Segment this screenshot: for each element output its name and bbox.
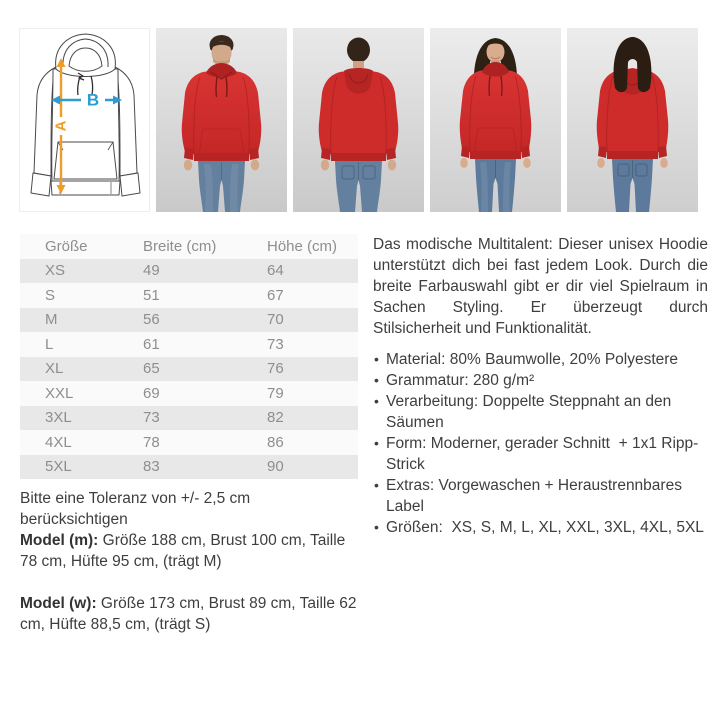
table-cell: 82 <box>267 409 284 427</box>
measurement-notes <box>20 488 358 635</box>
woman-front-photo <box>430 28 561 212</box>
measure-label-a: A <box>52 120 70 132</box>
table-cell: 5XL <box>45 458 72 476</box>
product-gallery <box>0 0 720 212</box>
column-header: Höhe (cm) <box>267 237 338 255</box>
bullet-item: • Form: Moderner, gerader Schnitt + 1x1 Ripp-Strick <box>373 433 708 475</box>
product-photo-man-front[interactable] <box>156 28 287 212</box>
table-cell: 4XL <box>45 433 72 451</box>
tolerance-note: Bitte eine Toleranz von +/- 2,5 cm berücksichtigen <box>20 490 251 528</box>
table-cell: XL <box>45 360 64 378</box>
table-row <box>20 283 358 308</box>
table-cell: 64 <box>267 262 284 280</box>
table-row <box>20 406 358 431</box>
bullet-item: • Material: 80% Baumwolle, 20% Polyestere <box>373 349 708 370</box>
hoodie-outline <box>31 34 140 196</box>
table-row <box>20 430 358 455</box>
column-header: Breite (cm) <box>143 237 217 255</box>
table-cell: 65 <box>143 360 160 378</box>
description-column <box>373 234 708 538</box>
product-info <box>0 212 720 635</box>
model-m-text: Größe 188 cm, Brust 100 cm, Taille 78 cm, Hüfte 95 cm, (trägt M) <box>20 532 346 570</box>
table-cell: 3XL <box>45 409 72 427</box>
table-cell: 56 <box>143 311 160 329</box>
table-cell: 83 <box>143 458 160 476</box>
model-w-note <box>20 593 358 635</box>
table-cell: 76 <box>267 360 284 378</box>
product-photo-woman-front[interactable] <box>430 28 561 212</box>
product-photo-woman-back[interactable] <box>567 28 698 212</box>
table-cell: 69 <box>143 384 160 402</box>
table-row <box>20 455 358 480</box>
size-info-column <box>20 234 358 635</box>
table-cell: 61 <box>143 335 160 353</box>
hoodie-measurement-diagram <box>20 29 150 212</box>
man-front-photo <box>156 28 287 212</box>
bullet-item: • Verarbeitung: Doppelte Steppnaht an den Säumen <box>373 391 708 433</box>
table-cell: 78 <box>143 433 160 451</box>
table-cell: 86 <box>267 433 284 451</box>
table-cell: M <box>45 311 58 329</box>
bullet-item: • Größen: XS, S, M, L, XL, XXL, 3XL, 4XL, 5XL <box>373 517 708 538</box>
model-w-text: Größe 173 cm, Brust 89 cm, Taille 62 cm, Hüfte 88,5 cm, (trägt S) <box>20 595 357 633</box>
description-bullets <box>373 349 708 538</box>
table-row <box>20 381 358 406</box>
table-row <box>20 308 358 333</box>
table-cell: 67 <box>267 286 284 304</box>
table-cell: S <box>45 286 56 304</box>
column-header: Größe <box>45 237 88 255</box>
table-row <box>20 259 358 284</box>
model-m-note <box>20 530 358 572</box>
measure-label-b: B <box>86 90 100 110</box>
product-photo-man-back[interactable] <box>293 28 424 212</box>
table-cell: 79 <box>267 384 284 402</box>
table-row <box>20 357 358 382</box>
size-table-header-row <box>20 234 358 259</box>
woman-back-photo <box>567 28 698 212</box>
model-w-label: Model (w): <box>20 595 97 612</box>
table-cell: L <box>45 335 54 353</box>
man-back-photo <box>293 28 424 212</box>
model-m-label: Model (m): <box>20 532 99 549</box>
table-cell: 90 <box>267 458 284 476</box>
table-cell: 51 <box>143 286 160 304</box>
table-cell: XXL <box>45 384 74 402</box>
bullet-item: • Extras: Vorgewaschen + Heraustrennbares Label <box>373 475 708 517</box>
size-diagram-image[interactable] <box>19 28 150 212</box>
table-cell: 73 <box>267 335 284 353</box>
table-cell: 73 <box>143 409 160 427</box>
description-intro: Das modische Multitalent: Dieser unisex Hoodie unterstützt dich bei fast jedem Look. Durch die breite Farbauswahl gibt er dir viel Spielraum in Sachen Styling. Er überzeugt durch Stilsicherheit und Funktionalität. <box>373 236 708 337</box>
size-table-body <box>20 259 358 480</box>
table-cell: 70 <box>267 311 284 329</box>
table-row <box>20 332 358 357</box>
size-table <box>20 234 358 479</box>
table-cell: 49 <box>143 262 160 280</box>
table-cell: XS <box>45 262 66 280</box>
bullet-item: • Grammatur: 280 g/m² <box>373 370 708 391</box>
